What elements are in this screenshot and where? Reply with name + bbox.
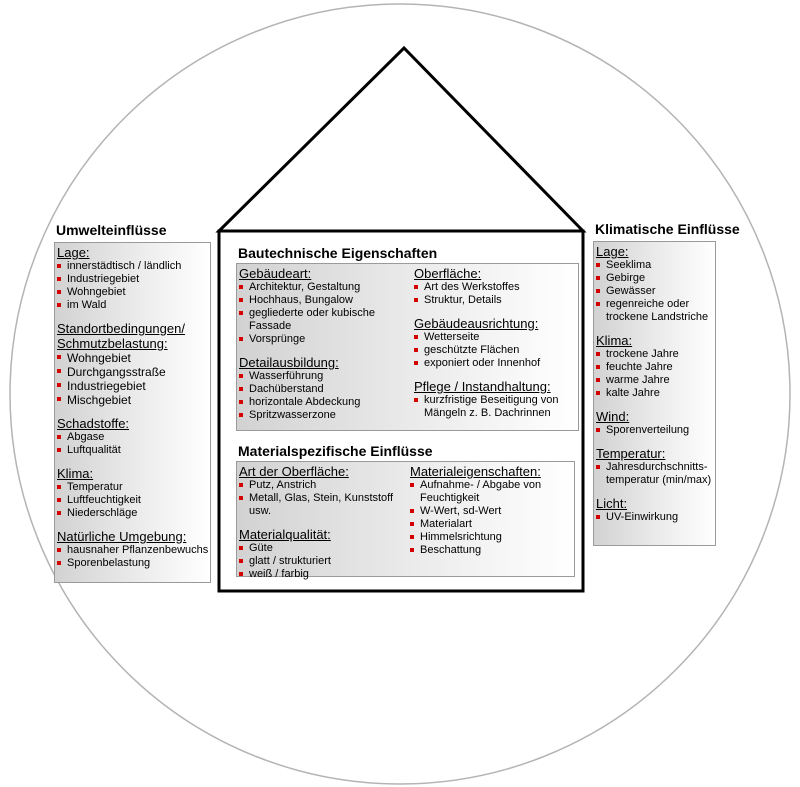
group-spacer [414,307,576,316]
category-group [239,527,405,581]
category-group [414,266,576,307]
category-heading: Detailausbildung: [239,355,339,370]
list-item: weiß / farbig [239,568,405,581]
category-items [239,281,409,346]
list-item: Abgase [57,431,209,444]
category-heading: Schadstoffe: [57,416,130,431]
category-items [57,481,209,520]
list-item: Wetterseite [414,331,576,344]
list-item: exponiert oder Innenhof [414,357,576,370]
category-heading: Licht: [596,496,628,511]
bautechnisch-panel [236,263,579,431]
category-items [57,544,209,570]
list-item: Vorsprünge [239,333,409,346]
category-group [57,466,209,520]
left-panel [54,242,211,583]
list-item: Hochhaus, Bungalow [239,294,409,307]
list-item: hausnaher Pflanzenbewuchs [57,544,209,557]
bautechnisch-title: Bautechnische Eigenschaften [238,245,438,261]
category-heading: Lage: [57,245,90,260]
category-group [414,379,576,420]
category-items [239,370,409,422]
group-spacer [596,400,714,409]
category-items [239,542,405,581]
material-col2 [410,464,572,557]
list-item: kurzfristige Beseitigung von Mängeln z. B. Dachrinnen [414,394,576,420]
list-item: Aufnahme- / Abgabe von Feuchtigkeit [410,479,572,505]
category-group [410,464,572,557]
left-title: Umwelteinflüsse [56,222,167,238]
bautechnisch-col2 [414,266,576,420]
list-item: Architektur, Gestaltung [239,281,409,294]
category-items [414,281,576,307]
category-group [57,416,209,457]
category-items [410,479,572,557]
material-panel [236,461,575,580]
list-item: Temperatur [57,481,209,494]
list-item: Beschattung [410,544,572,557]
category-group [239,355,409,422]
category-items [57,260,209,312]
left-groups [57,245,209,570]
list-item: Metall, Glas, Stein, Kunststoff usw. [239,492,405,518]
list-item: UV-Einwirkung [596,511,714,524]
category-heading: Klima: [57,466,94,481]
list-item: geschützte Flächen [414,344,576,357]
category-heading: Klima: [596,333,633,348]
list-item: Wohngebiet [57,351,209,365]
category-items [239,479,405,518]
category-items [57,431,209,457]
list-item: innerstädtisch / ländlich [57,260,209,273]
category-group [596,333,714,400]
list-item: Mischgebiet [57,393,209,407]
bautechnisch-col1 [239,266,409,422]
category-heading: Oberfläche: [414,266,482,281]
category-group [596,496,714,524]
house-roof [219,48,583,231]
category-heading: Materialqualität: [239,527,331,542]
group-spacer [596,487,714,496]
category-group [239,266,409,346]
list-item: Wohngebiet [57,286,209,299]
list-item: Putz, Anstrich [239,479,405,492]
category-group [596,409,714,437]
category-group [414,316,576,370]
group-spacer [596,437,714,446]
category-items [596,259,714,324]
list-item: Industriegebiet [57,379,209,393]
list-item: glatt / strukturiert [239,555,405,568]
group-spacer [239,346,409,355]
category-heading: Wind: [596,409,630,424]
group-spacer [414,370,576,379]
group-spacer [57,457,209,466]
category-items [414,394,576,420]
category-heading: Gebäudeausrichtung: [414,316,539,331]
list-item: Industriegebiet [57,273,209,286]
category-group [596,446,714,487]
category-items [57,351,209,407]
category-group [57,321,209,407]
category-items [596,424,714,437]
list-item: Himmelsrichtung [410,531,572,544]
list-item: kalte Jahre [596,387,714,400]
category-group [596,244,714,324]
list-item: Luftqualität [57,444,209,457]
list-item: Gewässer [596,285,714,298]
category-items [596,511,714,524]
list-item: horizontale Abdeckung [239,396,409,409]
category-heading: Standortbedingungen/ Schmutzbelastung: [57,321,185,351]
category-heading: Art der Oberfläche: [239,464,349,479]
list-item: Sporenbelastung [57,557,209,570]
category-group [57,245,209,312]
category-heading: Materialeigenschaften: [410,464,541,479]
group-spacer [239,518,405,527]
list-item: Seeklima [596,259,714,272]
group-spacer [57,407,209,416]
category-items [414,331,576,370]
list-item: W-Wert, sd-Wert [410,505,572,518]
list-item: Niederschläge [57,507,209,520]
list-item: Gebirge [596,272,714,285]
category-group [57,529,209,570]
list-item: feuchte Jahre [596,361,714,374]
material-col1 [239,464,405,581]
group-spacer [57,312,209,321]
list-item: im Wald [57,299,209,312]
list-item: regenreiche oder trockene Landstriche [596,298,714,324]
right-panel [593,241,716,546]
list-item: Jahresdurchschnitts-temperatur (min/max) [596,461,714,487]
right-groups [596,244,714,524]
list-item: Luftfeuchtigkeit [57,494,209,507]
list-item: trockene Jahre [596,348,714,361]
list-item: Spritzwasserzone [239,409,409,422]
list-item: Wasserführung [239,370,409,383]
list-item: Struktur, Details [414,294,576,307]
material-title: Materialspezifische Einflüsse [238,443,433,459]
category-items [596,461,714,487]
category-heading: Lage: [596,244,629,259]
group-spacer [57,520,209,529]
category-heading: Pflege / Instandhaltung: [414,379,551,394]
category-heading: Natürliche Umgebung: [57,529,187,544]
right-title: Klimatische Einflüsse [595,221,740,237]
category-group [239,464,405,518]
list-item: Durchgangsstraße [57,365,209,379]
category-heading: Gebäudeart: [239,266,312,281]
group-spacer [596,324,714,333]
list-item: warme Jahre [596,374,714,387]
list-item: Dachüberstand [239,383,409,396]
list-item: Güte [239,542,405,555]
category-heading: Temperatur: [596,446,666,461]
list-item: gegliederte oder kubische Fassade [239,307,409,333]
list-item: Sporenverteilung [596,424,714,437]
list-item: Art des Werkstoffes [414,281,576,294]
category-items [596,348,714,400]
list-item: Materialart [410,518,572,531]
